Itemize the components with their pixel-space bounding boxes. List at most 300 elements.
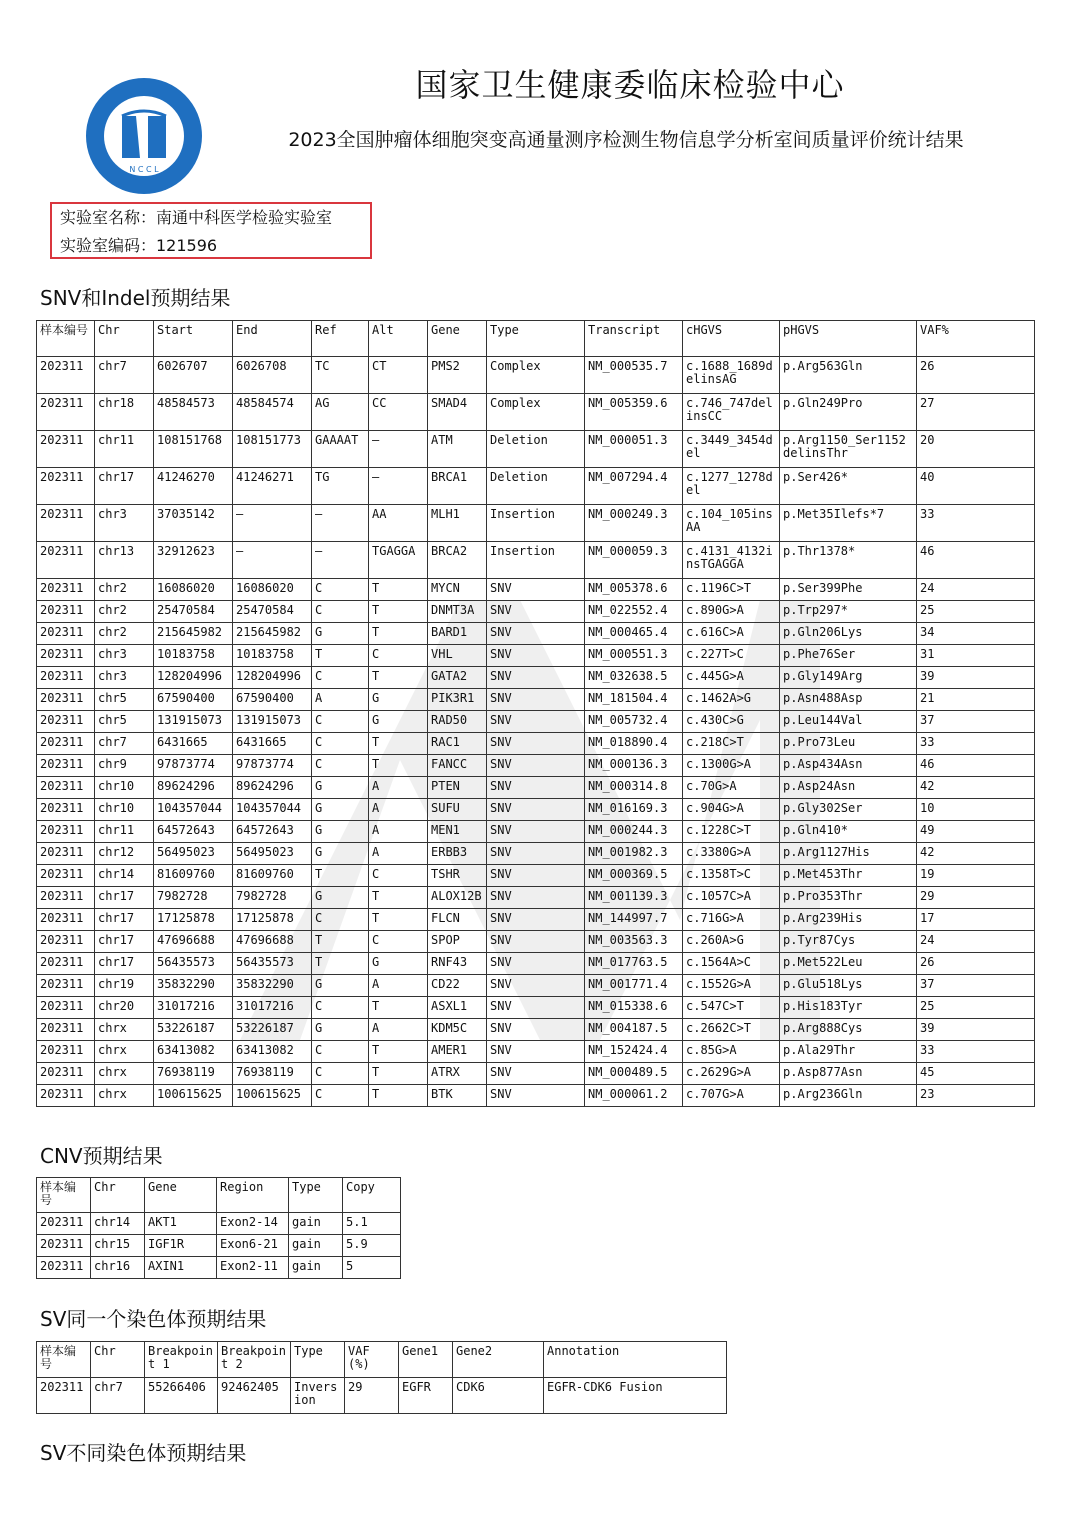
- table-cell: c.1196C>T: [683, 579, 780, 601]
- table-cell: 25470584: [233, 601, 312, 623]
- table-cell: 131915073: [233, 711, 312, 733]
- table-cell: C: [312, 1041, 369, 1063]
- table-cell: FANCC: [428, 755, 487, 777]
- table-cell: gain: [289, 1213, 343, 1235]
- table-cell: SNV: [487, 843, 585, 865]
- table-cell: 55266406: [145, 1378, 218, 1414]
- table-cell: c.1277_1278del: [683, 468, 780, 505]
- table-cell: ATRX: [428, 1063, 487, 1085]
- table-cell: BTK: [428, 1085, 487, 1107]
- column-header: Chr: [91, 1342, 145, 1378]
- column-header: pHGVS: [780, 321, 917, 357]
- table-row: [37, 887, 1035, 909]
- table-cell: NM_005732.4: [585, 711, 683, 733]
- table-cell: AG: [312, 394, 369, 431]
- table-row: [37, 931, 1035, 953]
- table-cell: 67590400: [154, 689, 233, 711]
- table-cell: T: [369, 909, 428, 931]
- table-cell: 19: [917, 865, 1035, 887]
- table-cell: c.227T>C: [683, 645, 780, 667]
- table-cell: c.260A>G: [683, 931, 780, 953]
- table-cell: 202311: [37, 931, 95, 953]
- column-header: Gene: [428, 321, 487, 357]
- table-cell: NM_001139.3: [585, 887, 683, 909]
- table-row: [37, 799, 1035, 821]
- table-row: [37, 1257, 401, 1279]
- table-cell: 100615625: [233, 1085, 312, 1107]
- table-cell: –: [369, 468, 428, 505]
- table-cell: chr5: [95, 711, 154, 733]
- cnv-table: [36, 1177, 401, 1279]
- table-cell: GATA2: [428, 667, 487, 689]
- table-cell: AMER1: [428, 1041, 487, 1063]
- table-cell: chr13: [95, 542, 154, 579]
- table-cell: SNV: [487, 865, 585, 887]
- table-row: [37, 1235, 401, 1257]
- column-header: VAF (%): [345, 1342, 399, 1378]
- table-row: [37, 733, 1035, 755]
- table-cell: SNV: [487, 975, 585, 997]
- table-cell: C: [312, 1085, 369, 1107]
- table-cell: 7982728: [233, 887, 312, 909]
- svg-text:N C C L: N C C L: [129, 165, 159, 174]
- table-cell: p.Phe76Ser: [780, 645, 917, 667]
- table-cell: c.1552G>A: [683, 975, 780, 997]
- table-cell: 47696688: [233, 931, 312, 953]
- table-row: [37, 689, 1035, 711]
- column-header: Alt: [369, 321, 428, 357]
- table-cell: p.Gln249Pro: [780, 394, 917, 431]
- column-header: cHGVS: [683, 321, 780, 357]
- table-cell: p.Pro353Thr: [780, 887, 917, 909]
- table-cell: 31017216: [233, 997, 312, 1019]
- table-cell: 5.1: [343, 1213, 401, 1235]
- table-cell: p.His183Tyr: [780, 997, 917, 1019]
- table-cell: 46: [917, 755, 1035, 777]
- table-cell: G: [312, 777, 369, 799]
- table-cell: 6026707: [154, 357, 233, 394]
- table-cell: FLCN: [428, 909, 487, 931]
- table-cell: chr14: [95, 865, 154, 887]
- table-cell: TSHR: [428, 865, 487, 887]
- table-cell: SNV: [487, 887, 585, 909]
- table-cell: NM_000489.5: [585, 1063, 683, 1085]
- lab-info-box: [50, 202, 372, 259]
- table-row: [37, 645, 1035, 667]
- table-cell: MLH1: [428, 505, 487, 542]
- table-cell: c.2629G>A: [683, 1063, 780, 1085]
- table-cell: T: [312, 865, 369, 887]
- table-cell: 76938119: [154, 1063, 233, 1085]
- table-cell: NM_000249.3: [585, 505, 683, 542]
- table-row: [37, 505, 1035, 542]
- table-cell: 108151768: [154, 431, 233, 468]
- table-cell: Insertion: [487, 505, 585, 542]
- table-cell: T: [312, 645, 369, 667]
- table-cell: 100615625: [154, 1085, 233, 1107]
- table-cell: 202311: [37, 623, 95, 645]
- table-cell: NM_000061.2: [585, 1085, 683, 1107]
- table-cell: 5: [343, 1257, 401, 1279]
- table-cell: PIK3R1: [428, 689, 487, 711]
- table-cell: T: [369, 579, 428, 601]
- table-cell: 202311: [37, 468, 95, 505]
- table-cell: Complex: [487, 394, 585, 431]
- table-row: [37, 843, 1035, 865]
- table-cell: T: [369, 1041, 428, 1063]
- table-cell: 29: [345, 1378, 399, 1414]
- table-cell: Complex: [487, 357, 585, 394]
- table-cell: 202311: [37, 1235, 91, 1257]
- table-cell: SNV: [487, 689, 585, 711]
- table-cell: G: [369, 711, 428, 733]
- table-cell: –: [369, 431, 428, 468]
- table-cell: p.Met453Thr: [780, 865, 917, 887]
- table-cell: 64572643: [154, 821, 233, 843]
- table-cell: p.Arg1150_Ser1152delinsThr: [780, 431, 917, 468]
- table-cell: 33: [917, 733, 1035, 755]
- table-cell: NM_001982.3: [585, 843, 683, 865]
- table-cell: 76938119: [233, 1063, 312, 1085]
- table-cell: 202311: [37, 843, 95, 865]
- table-cell: 48584573: [154, 394, 233, 431]
- table-cell: NM_022552.4: [585, 601, 683, 623]
- table-cell: p.Glu518Lys: [780, 975, 917, 997]
- table-cell: IGF1R: [145, 1235, 217, 1257]
- table-cell: 202311: [37, 953, 95, 975]
- table-cell: Exon6-21: [217, 1235, 289, 1257]
- table-cell: NM_003563.3: [585, 931, 683, 953]
- cnv-section-title: CNV预期结果: [40, 1144, 163, 1168]
- table-cell: c.1300G>A: [683, 755, 780, 777]
- table-cell: TC: [312, 357, 369, 394]
- table-cell: T: [369, 1063, 428, 1085]
- table-cell: NM_032638.5: [585, 667, 683, 689]
- table-cell: 202311: [37, 909, 95, 931]
- table-row: [37, 777, 1035, 799]
- table-cell: C: [312, 601, 369, 623]
- table-cell: c.1688_1689delinsAG: [683, 357, 780, 394]
- table-row: [37, 1041, 1035, 1063]
- table-cell: c.1228C>T: [683, 821, 780, 843]
- table-cell: c.547C>T: [683, 997, 780, 1019]
- table-cell: Insertion: [487, 542, 585, 579]
- table-cell: c.4131_4132insTGAGGA: [683, 542, 780, 579]
- table-cell: A: [369, 975, 428, 997]
- table-cell: NM_152424.4: [585, 1041, 683, 1063]
- table-row: [37, 1213, 401, 1235]
- table-row: [37, 431, 1035, 468]
- table-cell: G: [312, 623, 369, 645]
- column-header: Ref: [312, 321, 369, 357]
- table-cell: C: [312, 755, 369, 777]
- table-cell: chr17: [95, 887, 154, 909]
- table-cell: 7982728: [154, 887, 233, 909]
- table-cell: ALOX12B: [428, 887, 487, 909]
- table-cell: chr15: [91, 1235, 145, 1257]
- table-cell: NM_000551.3: [585, 645, 683, 667]
- table-cell: 104357044: [233, 799, 312, 821]
- table-cell: chr2: [95, 601, 154, 623]
- table-cell: C: [312, 1063, 369, 1085]
- table-cell: 202311: [37, 645, 95, 667]
- table-cell: C: [312, 733, 369, 755]
- column-header: Gene1: [399, 1342, 453, 1378]
- table-cell: NM_000314.8: [585, 777, 683, 799]
- table-cell: c.445G>A: [683, 667, 780, 689]
- table-cell: SNV: [487, 601, 585, 623]
- table-cell: 53226187: [154, 1019, 233, 1041]
- table-cell: chr10: [95, 777, 154, 799]
- column-header: Gene: [145, 1178, 217, 1213]
- table-cell: c.707G>A: [683, 1085, 780, 1107]
- table-cell: T: [312, 953, 369, 975]
- table-cell: 37: [917, 975, 1035, 997]
- table-cell: p.Thr1378*: [780, 542, 917, 579]
- table-cell: 48584574: [233, 394, 312, 431]
- table-cell: chr2: [95, 579, 154, 601]
- table-cell: 6431665: [233, 733, 312, 755]
- table-cell: C: [369, 931, 428, 953]
- table-cell: SNV: [487, 799, 585, 821]
- table-row: [37, 975, 1035, 997]
- table-cell: G: [369, 689, 428, 711]
- table-cell: p.Met35Ilefs*7: [780, 505, 917, 542]
- table-cell: p.Asp877Asn: [780, 1063, 917, 1085]
- table-cell: chrx: [95, 1019, 154, 1041]
- table-cell: 31: [917, 645, 1035, 667]
- table-cell: gain: [289, 1257, 343, 1279]
- column-header: Breakpoint 1: [145, 1342, 218, 1378]
- table-cell: chr18: [95, 394, 154, 431]
- table-cell: 202311: [37, 755, 95, 777]
- table-row: [37, 394, 1035, 431]
- table-cell: gain: [289, 1235, 343, 1257]
- table-cell: T: [369, 997, 428, 1019]
- table-cell: 202311: [37, 394, 95, 431]
- table-cell: 26: [917, 357, 1035, 394]
- table-cell: SNV: [487, 579, 585, 601]
- table-cell: 17125878: [233, 909, 312, 931]
- table-cell: A: [369, 843, 428, 865]
- snv-table: [36, 320, 1035, 1107]
- table-cell: SPOP: [428, 931, 487, 953]
- column-header: Chr: [91, 1178, 145, 1213]
- column-header: Start: [154, 321, 233, 357]
- table-cell: NM_000136.3: [585, 755, 683, 777]
- table-cell: SNV: [487, 733, 585, 755]
- table-cell: chr3: [95, 505, 154, 542]
- table-cell: ATM: [428, 431, 487, 468]
- table-cell: 108151773: [233, 431, 312, 468]
- table-cell: 67590400: [233, 689, 312, 711]
- table-cell: chr3: [95, 667, 154, 689]
- table-cell: 202311: [37, 1257, 91, 1279]
- table-cell: 89624296: [233, 777, 312, 799]
- table-cell: Exon2-14: [217, 1213, 289, 1235]
- table-cell: 5.9: [343, 1235, 401, 1257]
- nccl-logo: [84, 76, 204, 196]
- table-cell: C: [312, 997, 369, 1019]
- sv-same-table: [36, 1341, 727, 1414]
- table-cell: chr17: [95, 909, 154, 931]
- table-cell: p.Met522Leu: [780, 953, 917, 975]
- table-cell: 202311: [37, 711, 95, 733]
- table-cell: 202311: [37, 975, 95, 997]
- table-cell: 10183758: [233, 645, 312, 667]
- table-cell: 64572643: [233, 821, 312, 843]
- table-cell: 128204996: [154, 667, 233, 689]
- column-header: End: [233, 321, 312, 357]
- table-cell: SNV: [487, 777, 585, 799]
- table-cell: c.1564A>C: [683, 953, 780, 975]
- table-cell: SNV: [487, 755, 585, 777]
- table-row: [37, 623, 1035, 645]
- table-cell: chr16: [91, 1257, 145, 1279]
- table-cell: G: [312, 887, 369, 909]
- table-cell: T: [369, 887, 428, 909]
- table-row: [37, 953, 1035, 975]
- table-cell: 202311: [37, 667, 95, 689]
- table-cell: 202311: [37, 505, 95, 542]
- table-cell: 33: [917, 1041, 1035, 1063]
- table-cell: C: [312, 579, 369, 601]
- table-cell: 41246270: [154, 468, 233, 505]
- sv-same-section-title: SV同一个染色体预期结果: [40, 1307, 267, 1331]
- table-cell: –: [312, 505, 369, 542]
- table-cell: 32912623: [154, 542, 233, 579]
- table-cell: 16086020: [233, 579, 312, 601]
- table-cell: 92462405: [218, 1378, 291, 1414]
- table-cell: 10: [917, 799, 1035, 821]
- table-cell: T: [369, 667, 428, 689]
- table-cell: A: [369, 799, 428, 821]
- table-cell: SNV: [487, 623, 585, 645]
- table-cell: c.2662C>T: [683, 1019, 780, 1041]
- page-subtitle: 2023全国肿瘤体细胞突变高通量测序检测生物信息学分析室间质量评价统计结果: [288, 129, 964, 151]
- table-cell: 27: [917, 394, 1035, 431]
- table-cell: 131915073: [154, 711, 233, 733]
- column-header: VAF%: [917, 321, 1035, 357]
- table-row: [37, 821, 1035, 843]
- column-header: 样本编号: [37, 1342, 91, 1378]
- table-cell: CDK6: [453, 1378, 544, 1414]
- table-cell: p.Gly149Arg: [780, 667, 917, 689]
- table-cell: NM_000244.3: [585, 821, 683, 843]
- table-cell: c.70G>A: [683, 777, 780, 799]
- table-cell: BRCA2: [428, 542, 487, 579]
- table-cell: p.Trp297*: [780, 601, 917, 623]
- table-cell: 202311: [37, 821, 95, 843]
- table-cell: SNV: [487, 667, 585, 689]
- table-row: [37, 1378, 727, 1414]
- table-cell: 56495023: [233, 843, 312, 865]
- table-cell: p.Arg236Gln: [780, 1085, 917, 1107]
- table-cell: 202311: [37, 777, 95, 799]
- table-cell: 202311: [37, 799, 95, 821]
- table-cell: ERBB3: [428, 843, 487, 865]
- table-cell: chr11: [95, 431, 154, 468]
- table-cell: NM_000051.3: [585, 431, 683, 468]
- table-cell: SNV: [487, 909, 585, 931]
- table-cell: 42: [917, 777, 1035, 799]
- table-cell: Deletion: [487, 468, 585, 505]
- table-cell: chr12: [95, 843, 154, 865]
- table-cell: p.Arg239His: [780, 909, 917, 931]
- table-cell: chr17: [95, 953, 154, 975]
- table-row: [37, 711, 1035, 733]
- table-cell: c.1358T>C: [683, 865, 780, 887]
- table-cell: 23: [917, 1085, 1035, 1107]
- table-cell: A: [312, 689, 369, 711]
- table-cell: 202311: [37, 887, 95, 909]
- table-cell: 81609760: [154, 865, 233, 887]
- table-cell: p.Pro73Leu: [780, 733, 917, 755]
- table-cell: 104357044: [154, 799, 233, 821]
- snv-section-title: SNV和Indel预期结果: [40, 286, 231, 310]
- table-cell: T: [312, 931, 369, 953]
- table-cell: SNV: [487, 953, 585, 975]
- table-cell: 89624296: [154, 777, 233, 799]
- table-cell: c.904G>A: [683, 799, 780, 821]
- table-cell: A: [369, 1019, 428, 1041]
- table-cell: chrx: [95, 1085, 154, 1107]
- table-cell: NM_016169.3: [585, 799, 683, 821]
- table-cell: p.Arg1127His: [780, 843, 917, 865]
- table-cell: 39: [917, 667, 1035, 689]
- table-cell: chr9: [95, 755, 154, 777]
- table-row: [37, 865, 1035, 887]
- table-cell: G: [312, 799, 369, 821]
- table-cell: chr11: [95, 821, 154, 843]
- table-cell: NM_181504.4: [585, 689, 683, 711]
- table-cell: c.3449_3454del: [683, 431, 780, 468]
- table-cell: 25: [917, 997, 1035, 1019]
- table-cell: c.890G>A: [683, 601, 780, 623]
- column-header: Transcript: [585, 321, 683, 357]
- table-cell: MEN1: [428, 821, 487, 843]
- table-cell: chr14: [91, 1213, 145, 1235]
- table-cell: ASXL1: [428, 997, 487, 1019]
- table-cell: chrx: [95, 1063, 154, 1085]
- table-cell: SNV: [487, 931, 585, 953]
- table-cell: SNV: [487, 1085, 585, 1107]
- table-cell: 31017216: [154, 997, 233, 1019]
- table-cell: c.104_105insAA: [683, 505, 780, 542]
- table-row: [37, 755, 1035, 777]
- table-cell: SNV: [487, 1019, 585, 1041]
- table-cell: –: [312, 542, 369, 579]
- table-cell: KDM5C: [428, 1019, 487, 1041]
- table-cell: G: [312, 843, 369, 865]
- table-cell: 81609760: [233, 865, 312, 887]
- table-cell: SMAD4: [428, 394, 487, 431]
- table-cell: 202311: [37, 431, 95, 468]
- table-cell: p.Arg563Gln: [780, 357, 917, 394]
- table-cell: SNV: [487, 821, 585, 843]
- table-cell: 49: [917, 821, 1035, 843]
- table-cell: 202311: [37, 865, 95, 887]
- table-cell: CC: [369, 394, 428, 431]
- column-header: Gene2: [453, 1342, 544, 1378]
- table-cell: G: [312, 975, 369, 997]
- table-cell: AKT1: [145, 1213, 217, 1235]
- table-cell: chr2: [95, 623, 154, 645]
- table-cell: c.716G>A: [683, 909, 780, 931]
- table-cell: c.746_747delinsCC: [683, 394, 780, 431]
- lab-code: 实验室编码：121596: [60, 236, 218, 255]
- table-cell: NM_005378.6: [585, 579, 683, 601]
